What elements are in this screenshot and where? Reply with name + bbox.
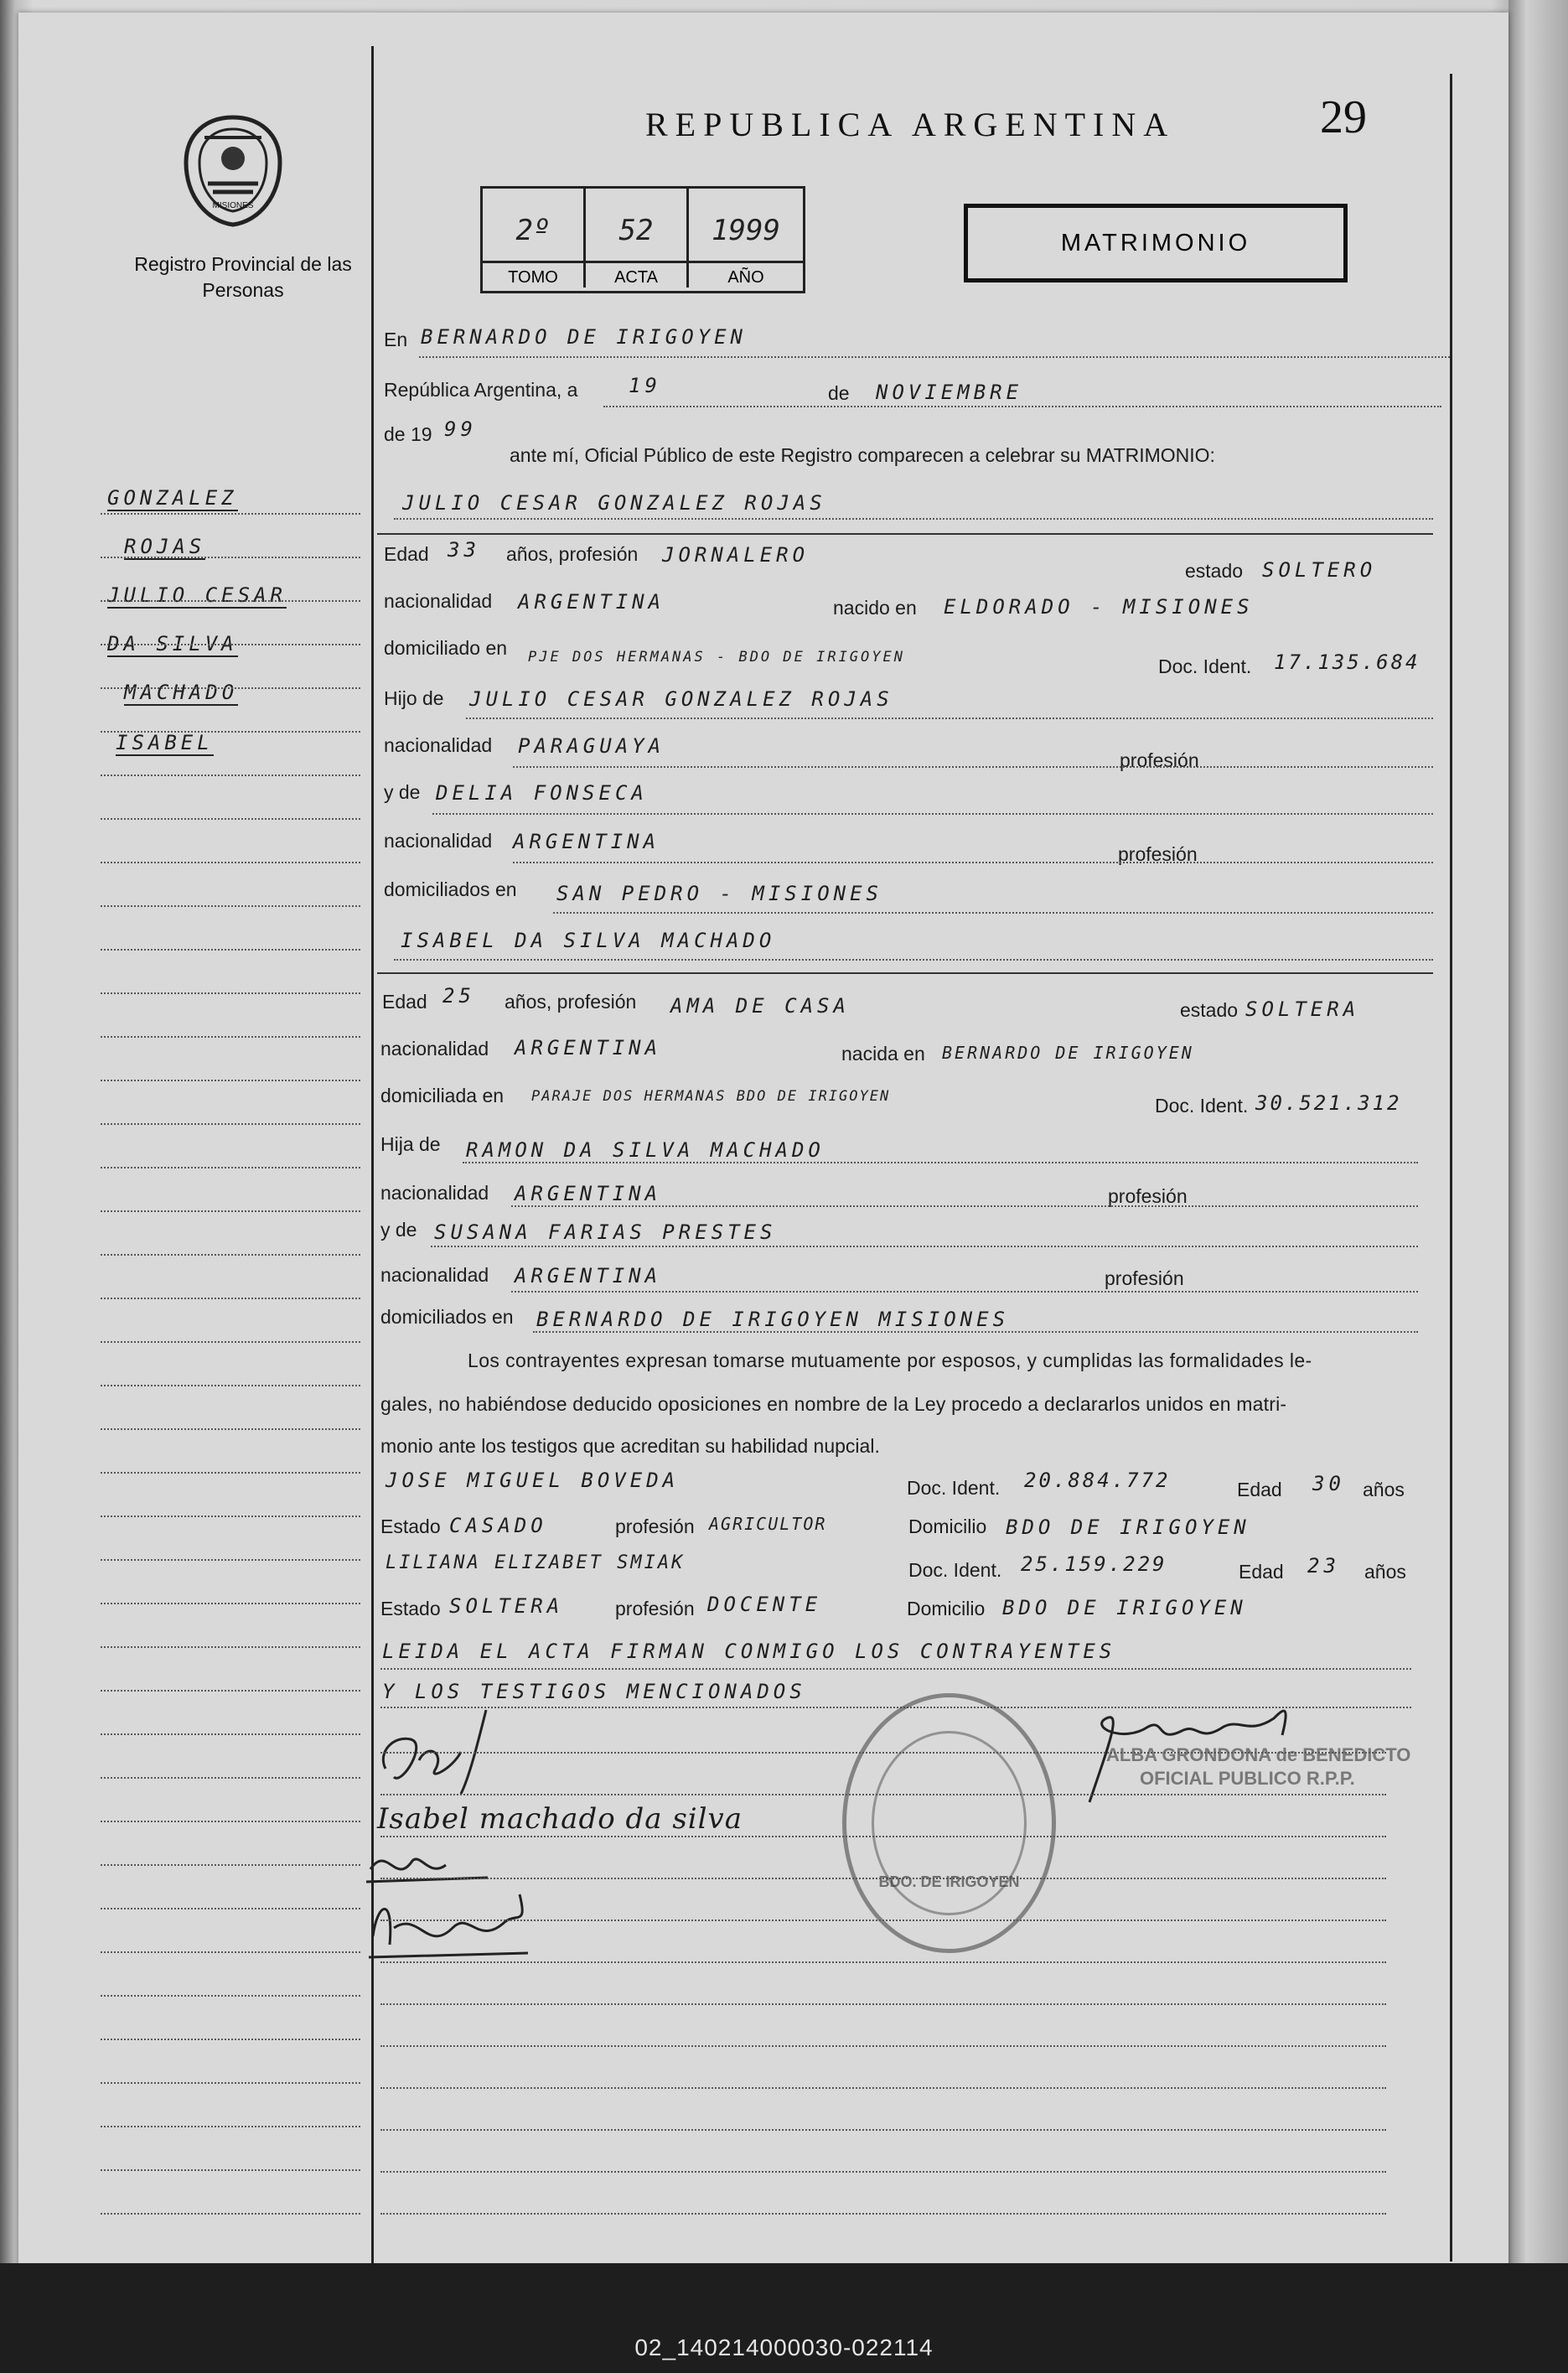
margin-ruled-line bbox=[101, 2169, 360, 2171]
groom-anos-label: años, profesión bbox=[506, 543, 639, 565]
groom-doc-label: Doc. Ident. bbox=[1158, 655, 1252, 677]
body-ruled-line bbox=[380, 2213, 1386, 2215]
witness2-doc: 25.159.229 bbox=[1021, 1552, 1167, 1576]
bride-mother-nationality: ARGENTINA bbox=[515, 1264, 662, 1288]
groom-age: 33 bbox=[448, 538, 480, 562]
groom-nationality: ARGENTINA bbox=[518, 590, 665, 614]
margin-ruled-line bbox=[101, 1254, 360, 1256]
bride-signature: Isabel machado da silva bbox=[377, 1802, 743, 1836]
bride-doc-label: Doc. Ident. bbox=[1155, 1095, 1249, 1117]
ano-cell bbox=[689, 189, 803, 288]
body-ruled-line bbox=[380, 1961, 1386, 1963]
groom-birthplace: ELDORADO - MISIONES bbox=[944, 595, 1254, 619]
margin-ruled-line bbox=[101, 905, 360, 907]
ano-value: 1999 bbox=[712, 214, 780, 247]
groom-father-line bbox=[466, 718, 1433, 719]
margin-ruled-line bbox=[101, 557, 360, 558]
bride-father: RAMON DA SILVA MACHADO bbox=[466, 1138, 825, 1162]
de-label: de bbox=[828, 382, 850, 404]
witness2-dom-label: Domicilio bbox=[907, 1598, 986, 1619]
groom-yde-label: y de bbox=[384, 781, 421, 803]
witness1-domicile: BDO DE IRIGOYEN bbox=[1006, 1516, 1250, 1539]
groom-parents-dom-line bbox=[553, 912, 1433, 914]
witness1-anos-label: años bbox=[1363, 1479, 1405, 1500]
margin-ruled-line bbox=[101, 1908, 360, 1909]
bride-yde-label: y de bbox=[380, 1219, 417, 1241]
margin-name-4: DA SILVA bbox=[107, 632, 238, 655]
witness1-prof-label: profesión bbox=[615, 1516, 695, 1537]
groom-father-prof-label: profesión bbox=[1120, 749, 1199, 771]
body-ruled-line bbox=[380, 1878, 1386, 1879]
stamp-text: BDO. DE IRIGOYEN bbox=[878, 1873, 1020, 1890]
act-day: 19 bbox=[629, 374, 661, 397]
margin-ruled-line bbox=[101, 1646, 360, 1648]
margin-ruled-line bbox=[101, 1472, 360, 1474]
intro-statement: ante mí, Oficial Público de este Registro comparecen a celebrar su MATRIMONIO: bbox=[510, 444, 1215, 466]
republica-label: República Argentina, a bbox=[384, 379, 578, 401]
margin-name-3: JULIO CESAR bbox=[107, 583, 287, 607]
bride-section-rule bbox=[377, 972, 1433, 974]
seal-label: MISIONES bbox=[212, 201, 254, 210]
tomo-cell bbox=[483, 189, 586, 288]
margin-ruled-line bbox=[101, 2039, 360, 2040]
groom-dom-label: domiciliado en bbox=[384, 637, 508, 659]
bride-full-name: ISABEL DA SILVA MACHADO bbox=[401, 929, 776, 952]
body-ruled-line bbox=[380, 2087, 1386, 2089]
right-border-rule bbox=[1450, 74, 1452, 2262]
margin-ruled-line bbox=[101, 687, 360, 689]
body-ruled-line bbox=[380, 1752, 1386, 1754]
provincial-seal-icon bbox=[179, 112, 287, 230]
bride-father-prof-label: profesión bbox=[1108, 1185, 1188, 1207]
round-official-stamp bbox=[842, 1693, 1056, 1953]
margin-ruled-line bbox=[101, 949, 360, 951]
year-prefix: de 19 bbox=[384, 423, 432, 445]
margin-ruled-line bbox=[101, 1864, 360, 1866]
ano-label: AÑO bbox=[689, 261, 803, 288]
groom-nacido-label: nacido en bbox=[833, 597, 917, 619]
bride-birthplace: BERNARDO DE IRIGOYEN bbox=[942, 1043, 1194, 1063]
groom-parents-dom-label: domiciliados en bbox=[384, 878, 517, 900]
bride-hija-label: Hija de bbox=[380, 1133, 441, 1155]
groom-mother-nac-line bbox=[513, 862, 1433, 863]
witness1-doc-label: Doc. Ident. bbox=[907, 1477, 1001, 1499]
declaration-line-2: gales, no habiéndose deducido oposiciones en nombre de la Ley procedo a declararlos unidos en matri- bbox=[380, 1393, 1287, 1415]
date-line bbox=[603, 406, 1441, 407]
groom-parents-domicile: SAN PEDRO - MISIONES bbox=[556, 882, 882, 905]
margin-name-1: GONZALEZ bbox=[107, 486, 238, 510]
acta-cell bbox=[586, 189, 689, 288]
groom-mother-nac-label: nacionalidad bbox=[384, 830, 493, 852]
witness2-name: LILIANA ELIZABET SMIAK bbox=[386, 1552, 686, 1573]
bride-domicile: PARAJE DOS HERMANAS BDO DE IRIGOYEN bbox=[531, 1088, 891, 1105]
margin-ruled-line bbox=[101, 862, 360, 863]
page-number: 29 bbox=[1320, 91, 1367, 143]
witness2-profession: DOCENTE bbox=[707, 1593, 822, 1616]
margin-ruled-line bbox=[101, 1210, 360, 1212]
groom-father: JULIO CESAR GONZALEZ ROJAS bbox=[469, 687, 893, 711]
place-line bbox=[419, 356, 1450, 358]
margin-ruled-line bbox=[101, 513, 360, 515]
groom-marital-status: SOLTERO bbox=[1262, 558, 1377, 582]
bride-anos-label: años, profesión bbox=[505, 991, 637, 1013]
bride-nacida-label: nacida en bbox=[841, 1043, 925, 1065]
tomo-value: 2º bbox=[515, 214, 551, 247]
registry-name: Registro Provincial de las Personas bbox=[134, 253, 352, 301]
margin-ruled-line bbox=[101, 1559, 360, 1561]
body-ruled-line bbox=[380, 1836, 1386, 1837]
tomo-label: TOMO bbox=[483, 261, 583, 288]
margin-ruled-line bbox=[101, 1951, 360, 1953]
margin-ruled-line bbox=[101, 2126, 360, 2127]
officer-stamp-line-1: ALBA GRONDONA de BENEDICTO bbox=[1106, 1744, 1411, 1765]
margin-ruled-line bbox=[101, 818, 360, 820]
body-ruled-line bbox=[380, 2003, 1386, 2005]
margin-ruled-line bbox=[101, 992, 360, 994]
margin-ruled-line bbox=[101, 1298, 360, 1299]
groom-estado-label: estado bbox=[1185, 560, 1244, 582]
margin-ruled-line bbox=[101, 731, 360, 733]
bride-father-nac-line bbox=[511, 1205, 1418, 1207]
groom-mother: DELIA FONSECA bbox=[436, 781, 648, 805]
margin-ruled-line bbox=[101, 1733, 360, 1735]
groom-hijo-label: Hijo de bbox=[384, 687, 444, 709]
bride-name-line bbox=[394, 959, 1433, 961]
bride-mother-nac-label: nacionalidad bbox=[380, 1264, 489, 1286]
margin-ruled-line bbox=[101, 600, 360, 602]
groom-mother-prof-label: profesión bbox=[1118, 843, 1198, 865]
bride-parents-dom-line bbox=[533, 1331, 1418, 1333]
bride-father-line bbox=[463, 1162, 1418, 1163]
declaration-line-1: Los contrayentes expresan tomarse mutuamente por esposos, y cumplidas las formalidades le- bbox=[468, 1350, 1312, 1371]
margin-ruled-line bbox=[101, 1123, 360, 1125]
margin-ruled-line bbox=[101, 644, 360, 645]
bride-dom-label: domiciliada en bbox=[380, 1085, 505, 1106]
witness2-signature bbox=[360, 1878, 545, 1970]
bride-nationality: ARGENTINA bbox=[515, 1036, 662, 1060]
en-label: En bbox=[384, 329, 408, 350]
officer-stamp-line-2: OFICIAL PUBLICO R.P.P. bbox=[1140, 1768, 1355, 1789]
bride-parents-dom-label: domiciliados en bbox=[380, 1306, 514, 1328]
act-number-box bbox=[480, 186, 805, 293]
witness1-doc: 20.884.772 bbox=[1024, 1469, 1171, 1492]
page-title: REPUBLICA ARGENTINA bbox=[645, 106, 1176, 143]
margin-ruled-line bbox=[101, 1777, 360, 1779]
margin-name-5: MACHADO bbox=[124, 681, 239, 704]
bride-father-nationality: ARGENTINA bbox=[515, 1182, 662, 1205]
acta-value: 52 bbox=[618, 214, 654, 247]
bride-mother: SUSANA FARIAS PRESTES bbox=[434, 1220, 777, 1244]
witness1-profession: AGRICULTOR bbox=[709, 1514, 827, 1534]
margin-name-2: ROJAS bbox=[124, 535, 206, 558]
margin-ruled-line bbox=[101, 1821, 360, 1822]
closing-line-2: Y LOS TESTIGOS MENCIONADOS bbox=[382, 1680, 806, 1703]
body-ruled-line bbox=[380, 1794, 1386, 1795]
bride-edad-label: Edad bbox=[382, 991, 427, 1013]
witness1-name: JOSE MIGUEL BOVEDA bbox=[386, 1469, 680, 1492]
witness1-estado-label: Estado bbox=[380, 1516, 441, 1537]
witness1-status: CASADO bbox=[449, 1514, 547, 1537]
margin-ruled-line bbox=[101, 1428, 360, 1430]
scan-filename: 02_140214000030-022114 bbox=[634, 2334, 934, 2360]
closing-line-1-rule bbox=[380, 1668, 1411, 1670]
place-of-act: BERNARDO DE IRIGOYEN bbox=[421, 325, 747, 349]
bride-estado-label: estado bbox=[1180, 999, 1239, 1021]
bride-profession: AMA DE CASA bbox=[670, 994, 850, 1018]
groom-father-nac-label: nacionalidad bbox=[384, 734, 493, 756]
page-edge bbox=[1508, 0, 1568, 2263]
margin-ruled-line bbox=[101, 1690, 360, 1692]
body-ruled-line bbox=[380, 2171, 1386, 2173]
witness2-age: 23 bbox=[1307, 1554, 1340, 1578]
witness2-doc-label: Doc. Ident. bbox=[908, 1559, 1002, 1581]
bride-marital-status: SOLTERA bbox=[1245, 997, 1360, 1021]
margin-ruled-line bbox=[101, 1036, 360, 1038]
declaration-line-3: monio ante los testigos que acreditan su habilidad nupcial. bbox=[380, 1435, 880, 1457]
act-type-box: MATRIMONIO bbox=[964, 204, 1348, 282]
bride-age: 25 bbox=[442, 984, 475, 1008]
groom-full-name: JULIO CESAR GONZALEZ ROJAS bbox=[402, 491, 826, 515]
margin-ruled-line bbox=[101, 775, 360, 776]
acta-label: ACTA bbox=[586, 261, 686, 288]
body-ruled-line bbox=[380, 2129, 1386, 2131]
bride-mother-line bbox=[431, 1246, 1418, 1247]
officer-stamp bbox=[1106, 1743, 1410, 1790]
witness2-edad-label: Edad bbox=[1239, 1561, 1284, 1583]
witness1-edad-label: Edad bbox=[1237, 1479, 1282, 1500]
margin-ruled-line bbox=[101, 2082, 360, 2084]
body-ruled-line bbox=[380, 2045, 1386, 2047]
witness2-domicile: BDO DE IRIGOYEN bbox=[1002, 1596, 1247, 1619]
groom-doc: 17.135.684 bbox=[1274, 650, 1421, 674]
bride-doc: 30.521.312 bbox=[1255, 1091, 1402, 1115]
witness2-status: SOLTERA bbox=[449, 1594, 564, 1618]
groom-profession: JORNALERO bbox=[662, 543, 810, 567]
margin-name-6: ISABEL bbox=[116, 731, 214, 754]
margin-ruled-line bbox=[101, 1603, 360, 1604]
margin-ruled-line bbox=[101, 1080, 360, 1081]
groom-section-rule bbox=[377, 533, 1433, 535]
act-year: 99 bbox=[444, 417, 477, 441]
groom-nac-label: nacionalidad bbox=[384, 590, 493, 612]
act-month: NOVIEMBRE bbox=[876, 381, 1023, 404]
bride-mother-prof-label: profesión bbox=[1105, 1267, 1184, 1289]
groom-mother-line bbox=[432, 813, 1433, 815]
body-ruled-line bbox=[380, 1920, 1386, 1921]
bride-parents-domicile: BERNARDO DE IRIGOYEN MISIONES bbox=[536, 1308, 1010, 1331]
witness2-prof-label: profesión bbox=[615, 1598, 695, 1619]
margin-ruled-line bbox=[101, 2213, 360, 2215]
groom-mother-nationality: ARGENTINA bbox=[513, 830, 660, 853]
margin-ruled-line bbox=[101, 1516, 360, 1517]
witness1-age: 30 bbox=[1312, 1472, 1345, 1495]
margin-ruled-line bbox=[101, 1385, 360, 1386]
margin-ruled-line bbox=[101, 1167, 360, 1168]
witness2-anos-label: años bbox=[1364, 1561, 1406, 1583]
bride-mother-nac-line bbox=[511, 1291, 1418, 1293]
margin-ruled-line bbox=[101, 1995, 360, 1997]
witness2-estado-label: Estado bbox=[380, 1598, 441, 1619]
groom-domicile: PJE DOS HERMANAS - BDO DE IRIGOYEN bbox=[528, 649, 905, 666]
groom-father-nac-line bbox=[513, 766, 1433, 768]
margin-ruled-line bbox=[101, 1341, 360, 1343]
bride-father-nac-label: nacionalidad bbox=[380, 1182, 489, 1204]
bride-nac-label: nacionalidad bbox=[380, 1038, 489, 1060]
witness1-dom-label: Domicilio bbox=[908, 1516, 987, 1537]
groom-father-nationality: PARAGUAYA bbox=[518, 734, 665, 758]
closing-line-1: LEIDA EL ACTA FIRMAN CONMIGO LOS CONTRAYENTES bbox=[382, 1640, 1116, 1663]
groom-name-line bbox=[394, 518, 1433, 520]
groom-edad-label: Edad bbox=[384, 543, 429, 565]
